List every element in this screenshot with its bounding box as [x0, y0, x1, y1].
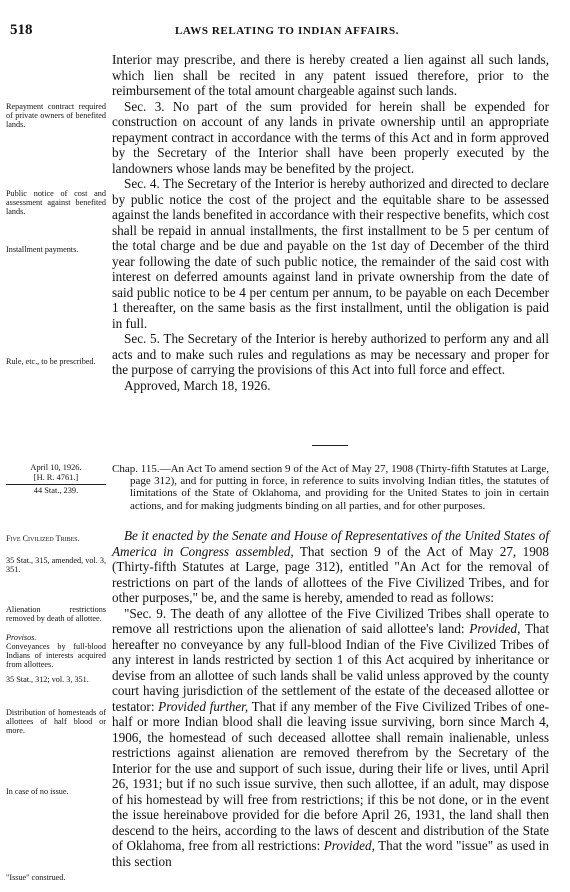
paragraph-sec-4: Sec. 4. The Secretary of the Interior is hereby authorized and directed to declare by public notice the cost of the project and the equitable share to be assessed against the lands benefited in accordance with their respective benefits, which cost shall be repaid in annual installments, the first installment to be 5 per centum of the total charge and be due and payable on the 1st day of December of the third year following the date of such public notice, the remainder of the said cost with interest on deferred amounts against land in private ownership from the date of said public notice to be 4 per centum per annum, to be payable on each December 1 thereafter, on the same basis as the first installment, until the obligation is paid in full. — [112, 176, 549, 331]
margin-note-public-notice: Public notice of cost and assessment against benefited lands. — [6, 189, 106, 216]
margin-note-five-civilized-text: Five Civilized Tribes. — [6, 534, 80, 543]
sec9-part-c: That if any member of the Five Civilized Tribes of one-half or more Indian blood shall die leaving issue surviving, born since March 4, 1906, the homestead of such deceased allottee shall remain inalienable, unless restrictions against alienation are removed therefrom by the Secretary of the Interior for the use and support of such issue, during their life or lives, until April 26, 1931; but if no such issue survive, then such allottee, if an adult, may dispose of his homestead by will free from restrictions; if this be not done, or in the event the issue hereinabove provided for die before April 26, 1931, the land shall then descend to the heirs, according to the laws of descent and distribution of the State of Oklahoma, free from all restrictions: — [112, 698, 549, 853]
paragraph-sec-3: Sec. 3. No part of the sum provided for herein shall be expended for construction on account of any lands in private ownership until an appropriate repayment contract in accordance with the terms of this Act and in form approved by the Secretary of the Interior shall have been properly executed by the landowners whose lands may be benefited by the project. — [112, 98, 549, 176]
margin-note-conveyances-ref: 35 Stat., 312; vol. 3, 351. — [6, 675, 89, 684]
chapter-ref-rule — [6, 484, 106, 485]
sec9-part-d: That the word "issue" as used in this section — [112, 838, 549, 869]
proviso-further: Provided further, — [158, 698, 249, 714]
margin-note-no-issue: In case of no issue. — [6, 787, 69, 796]
chapter-stat: 44 Stat., 239. — [33, 485, 79, 495]
margin-note-repayment: Repayment contract required of private owners of benefited lands. — [6, 102, 106, 129]
chapter-title: Chap. 115.—An Act To amend section 9 of the Act of May 27, 1908 (Thirty-fifth Statutes at Large, page 312), and for putting in force, in reference to suits involving Indian titles, the statutes of limitations of the State of Oklahoma, and providing for the United States to join in certain actions, and for making judgments binding on all parties, and for other purposes. — [112, 463, 549, 512]
enacting-clause — [112, 528, 549, 606]
body-block-2 — [112, 528, 549, 869]
paragraph-sec-5: Sec. 5. The Secretary of the Interior is hereby authorized to perform any and all acts and to make such rules and regulations as may be necessary and proper for the purpose of carrying the provisions of this Act into full force and effect. — [112, 331, 549, 377]
margin-note-five-civilized-ref: 35 Stat., 315, amended, vol. 3, 351. — [6, 556, 106, 574]
margin-note-issue: "Issue" construed. — [6, 873, 66, 882]
enacting-italic: Be it enacted by the Senate and House of Representatives of the United States of America in Congress assembled, — [112, 528, 549, 559]
chapter-reference — [6, 463, 106, 495]
running-head: LAWS RELATING TO INDIAN AFFAIRS. — [174, 25, 400, 37]
proviso-1: Provided, — [469, 621, 521, 636]
margin-note-conveyances: Conveyances by full-blood Indians of interests acquired from allottees. — [6, 642, 106, 669]
enacting-rest: That section 9 of the Act of May 27, 1908 (Thirty-fifth Statutes at Large, page 312), entitled "An Act for the removal of restrictions on part of the lands of allottees of the Five Civilized Tribes, and for other purposes," be, and the same is hereby, amended to read as follows: — [112, 543, 549, 605]
paragraph-sec-9 — [112, 606, 549, 870]
chapter-date: April 10, 1926. — [30, 463, 82, 472]
proviso-2: Provided, — [323, 838, 375, 853]
page-number: 518 — [10, 22, 33, 38]
margin-note-rule: Rule, etc., to be prescribed. — [6, 357, 96, 366]
margin-note-provisos: Provisos. — [6, 633, 37, 642]
margin-note-five-civilized — [6, 534, 106, 543]
sec9-part-b: That hereafter no conveyance by any full-blood Indian of the Five Civilized Tribes of any interest in lands restricted by section 1 of this Act acquired by inheritance or devise from an allottee of such lands shall be valid unless approved by the county court having jurisdiction of the settlement of the estate of the deceased allottee or testator: — [112, 621, 550, 714]
margin-note-distribution: Distribution of homesteads of allottees of half blood or more. — [6, 708, 106, 735]
paragraph-lien: Interior may prescribe, and there is hereby created a lien against all such lands, which lien shall be recited in any patent issued therefore, prior to the reimbursement of the total amount chargeable against such lands. — [112, 52, 549, 98]
margin-note-alienation: Alienation restrictions removed by death of allottee. — [6, 605, 106, 623]
chapter-bill: [H. R. 4761.] — [33, 472, 79, 482]
sec9-part-a: "Sec. 9. The death of any allottee of the Five Civilized Tribes shall operate to remove all restrictions upon the alienation of said allottee's land: — [112, 605, 549, 636]
margin-note-installment: Installment payments. — [6, 245, 79, 254]
section-divider — [312, 445, 348, 446]
approval-date: Approved, March 18, 1926. — [124, 377, 271, 393]
body-block-1 — [112, 52, 549, 393]
page-header — [10, 22, 555, 42]
